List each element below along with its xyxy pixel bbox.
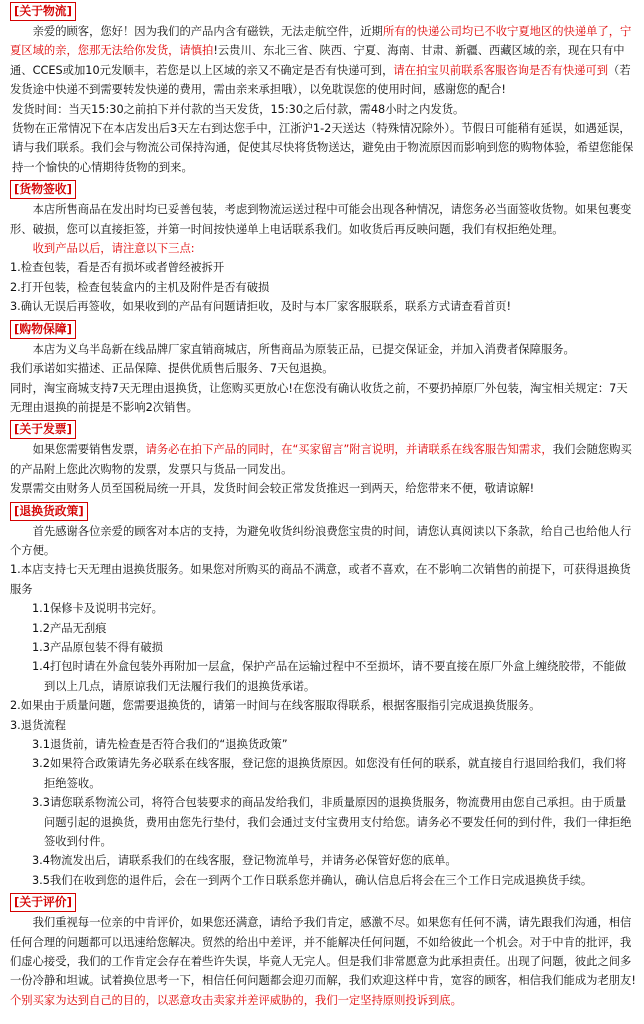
list-item: 1.3产品原包装不得有破损 — [32, 640, 163, 654]
guarantee-promise: 我们承诺如实描述、正品保障、提供优质售后服务、7天包退换。 — [10, 362, 334, 376]
invoice-note: 发票需交由财务人员至国税局统一开具，发货时间会较正常发货推迟一到两天，给您带来不便，敬请谅解! — [10, 482, 535, 496]
list-item: 2.打开包装，检查包装盒内的主机及附件是否有破损 — [10, 280, 270, 294]
logistics-notice: 亲爱的顾客，您好！因为我们的产品内含有磁铁，无法走航空件，近期所有的快递公司均已不收宁夏地区的快递单了，宁夏区域的亲，您那无法给你发货，请慎拍!云贵川、东北三省、陕西、宁夏、海南、甘肃、新疆、西藏区域的亲，现在只有中通、CCES或加10元发顺丰，若您是以上区域的亲又不确定是否有快递可到，请在拍宝贝前联系客服咨询是否有快递可到（若发货途中快递不到需要转发快递的费用，需由亲来承担哦），以免耽误您的使用时间，感谢您的配合! — [10, 25, 632, 97]
list-item: 3.1退货前，请先检查是否符合我们的“退换货政策” — [32, 738, 288, 751]
returns-clause: 1.本店支持七天无理由退换货服务。如果您对所购买的商品不满意，或者不喜欢，在不影响二次销售的前提下，可获得退换货服务 — [10, 563, 631, 596]
list-item: 3.2如果符合政策请先务必联系在线客服，登记您的退换货原因。如您没有任何的联系，就直接自行退回给我们，我们将拒绝签收。 — [32, 757, 627, 790]
guarantee-return: 同时，淘宝商城支持7天无理由退换货，让您购买更放心!在您没有确认收货之前，不要扔掉原厂外包装，淘宝相关规定：7天无理由退换的前提是不影响2次销售。 — [10, 381, 628, 414]
receipt-note: 收到产品以后，请注意以下三点: — [32, 242, 195, 256]
list-item: 3.3请您联系物流公司，将符合包装要求的商品发给我们，非质量原因的退换货服务，物流费用由您自己承担。由于质量问题引起的退换货，费用由您先行垫付，我们会通过支付宝费用支付给您。请务必不要发任何的到付件，我们一律拒绝签收到付件。 — [32, 796, 632, 849]
returns-intro: 首先感谢各位亲爱的顾客对本店的支持，为避免收货纠纷浪费您宝贵的时间，请您认真阅读以下条款，给自己也给他人行个方便。 — [10, 524, 632, 557]
review-text: 我们重视每一位亲的中肯评价，如果您还满意，请给予我们肯定，感激不尽。如果您有任何不满，请先跟我们沟通，相信任何合理的问题都可以迅速给您解决。贸然的给出中差评，并不能解决任何问题，不如给彼此一个机会。对于中肯的批评，我们虚心接受，我们的工作肯定会存在着些许失误，毕竟人无完人。但是我们非常愿意为此承担责任。出现了问题，彼此之间多一份冷静和坦诚。试着换位思考一下，相信任何问题都会迎刃而解，我们欢迎这样中肯，宽容的顾客，相信我们能成为老朋友!个别买家为达到自己的目的，以恶意攻击卖家并差评威胁的，我们一定坚持原则投诉到底。 — [10, 916, 636, 1007]
list-item: 3.确认无误后再签收，如果收到的产品有问题请拒收，及时与本厂家客服联系，联系方式请查看首页! — [10, 300, 512, 314]
section-invoice — [10, 419, 636, 498]
invoice-text: 如果您需要销售发票，请务必在拍下产品的同时，在“买家留言”附言说明，并请联系在线客服告知需求，我们会随您购买的产品附上您此次购物的发票，发票只与货品一同发出。 — [10, 443, 632, 476]
delivery-info: 货物在正常情况下在本店发出后3天左右到达您手中，江浙沪1-2天送达（特殊情况除外）。节假日可能稍有延误，如遇延误，请与我们联系。我们会与物流公司保持沟通，促使其尽快将货物送达，避免由于物流原因而影响到您的购物体验，希望您能保持一个愉快的心情期待货物的到来。 — [12, 122, 634, 174]
section-receipt — [10, 179, 636, 316]
list-item: 1.检查包装，看是否有损坏或者曾经被拆开 — [10, 261, 225, 275]
receipt-text: 本店所售商品在发出时均已妥善包装，考虑到物流运送过程中可能会出现各种情况，请您务必当面签收货物。如果包裹变形、破损，您可以直接拒签，并第一时间按快递单上电话联系我们。如收货后再反映问题，我们有权拒绝处理。 — [10, 203, 632, 236]
section-review — [10, 892, 636, 1010]
section-header: [关于评价] — [10, 893, 76, 912]
section-header: [退换货政策] — [10, 502, 88, 521]
shipping-time: 发货时间：当天15:30之前拍下并付款的当天发货，15:30之后付款，需48小时之内发货。 — [12, 102, 465, 116]
list-item: 1.4打包时请在外盒包装外再附加一层盒，保护产品在运输过程中不至损坏，请不要直接在原厂外盒上缠绕胶带，不能做到以上几点，请原谅我们无法履行我们的退换货承诺。 — [32, 660, 627, 693]
returns-clause: 3.退货流程 — [10, 718, 66, 732]
section-logistics — [10, 1, 636, 177]
list-item: 1.1保修卡及说明书完好。 — [32, 602, 163, 616]
guarantee-text: 本店为义乌半岛新在线品牌厂家直销商城店，所售商品为原装正品，已提交保证金，并加入消费者保障服务。 — [32, 342, 575, 356]
section-header: [关于物流] — [10, 2, 76, 21]
section-header: [关于发票] — [10, 420, 76, 439]
section-header: [货物签收] — [10, 180, 76, 199]
list-item: 1.2产品无刮痕 — [32, 621, 107, 635]
returns-clause: 2.如果由于质量问题，您需要退换货的，请第一时间与在线客服取得联系，根据客服指引完成退换货服务。 — [10, 699, 541, 713]
list-item: 3.5我们在收到您的退件后，会在一到两个工作日联系您并确认，确认信息后将会在三个工作日完成退换货手续。 — [32, 873, 593, 887]
section-header: [购物保障] — [10, 320, 76, 339]
section-returns — [10, 501, 636, 891]
list-item: 3.4物流发出后，请联系我们的在线客服，登记物流单号，并请务必保管好您的底单。 — [32, 854, 457, 868]
section-guarantee — [10, 319, 636, 418]
